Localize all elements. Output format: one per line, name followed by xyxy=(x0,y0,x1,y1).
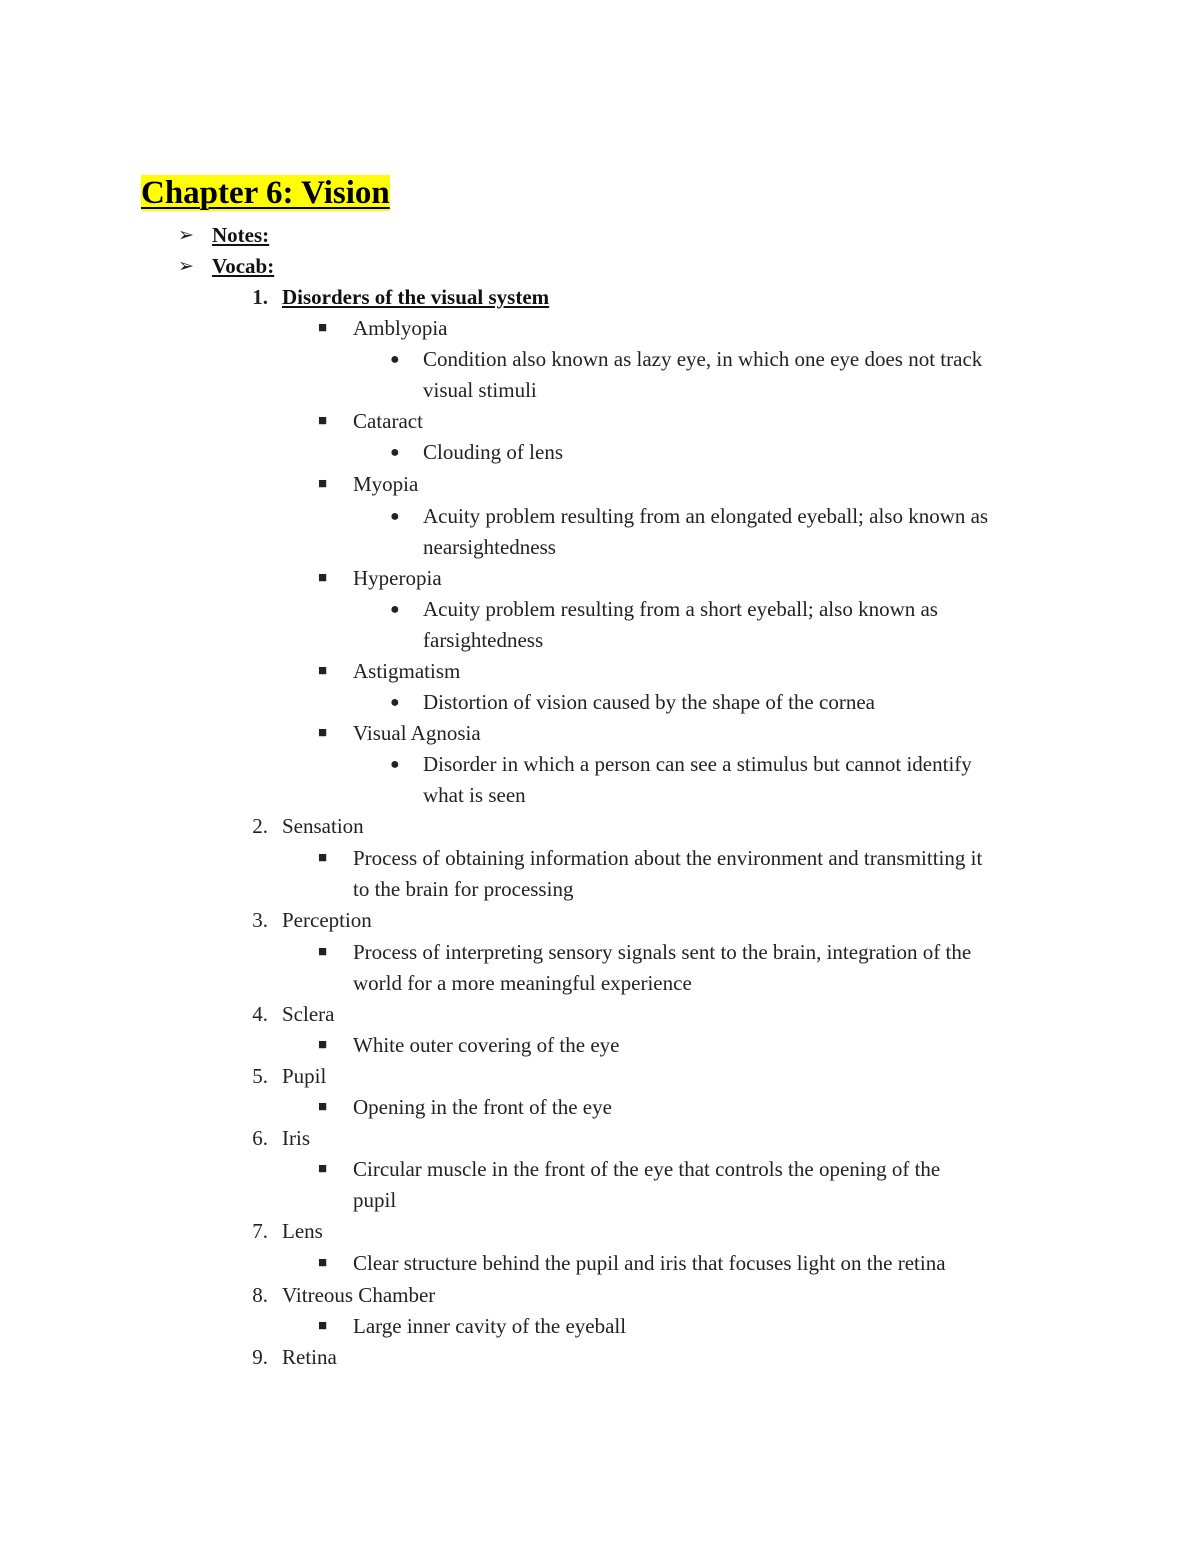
square-bullet-icon: ■ xyxy=(318,663,328,679)
item-number: 8. xyxy=(252,1283,268,1307)
disorder-definition: Acuity problem resulting from an elongated eyeball; also known as xyxy=(423,504,989,528)
vocab-term-disorders: Disorders of the visual system xyxy=(282,285,550,309)
square-bullet-icon: ■ xyxy=(318,1255,328,1271)
square-bullet-icon: ■ xyxy=(318,320,328,336)
disorder-definition: farsightedness xyxy=(423,628,544,652)
disorder-term: Cataract xyxy=(353,409,423,433)
vocab-definition: Opening in the front of the eye xyxy=(353,1095,612,1119)
vocab-definition: world for a more meaningful experience xyxy=(353,971,692,995)
dot-bullet-icon: ● xyxy=(390,756,400,773)
vocab-term: Lens xyxy=(282,1219,323,1243)
disorder-term: Hyperopia xyxy=(353,566,442,590)
disorder-definition: nearsightedness xyxy=(423,535,556,559)
square-bullet-icon: ■ xyxy=(318,1099,328,1115)
vocab-term: Retina xyxy=(282,1345,337,1369)
disorder-term: Amblyopia xyxy=(353,316,448,340)
vocab-heading: Vocab: xyxy=(212,254,275,278)
square-bullet-icon: ■ xyxy=(318,1161,328,1177)
vocab-definition: Large inner cavity of the eyeball xyxy=(353,1314,627,1338)
page-title xyxy=(141,172,390,214)
page-title-text: Chapter 6: Vision xyxy=(141,175,390,211)
disorder-definition: Condition also known as lazy eye, in which one eye does not track xyxy=(423,347,983,371)
item-number: 4. xyxy=(252,1002,268,1026)
item-number: 1. xyxy=(252,285,268,309)
vocab-definition: Process of obtaining information about the environment and transmitting it xyxy=(353,846,983,870)
square-bullet-icon: ■ xyxy=(318,570,328,586)
vocab-term: Sensation xyxy=(282,814,364,838)
disorder-definition: Distortion of vision caused by the shape of the cornea xyxy=(423,690,875,714)
square-bullet-icon: ■ xyxy=(318,850,328,866)
item-number: 2. xyxy=(252,814,268,838)
item-number: 3. xyxy=(252,908,268,932)
vocab-definition: pupil xyxy=(353,1188,397,1212)
dot-bullet-icon: ● xyxy=(390,601,400,618)
dot-bullet-icon: ● xyxy=(390,508,400,525)
square-bullet-icon: ■ xyxy=(318,1037,328,1053)
square-bullet-icon: ■ xyxy=(318,725,328,741)
disorder-term: Visual Agnosia xyxy=(353,721,481,745)
arrow-bullet-icon: ➢ xyxy=(178,225,194,246)
vocab-definition: White outer covering of the eye xyxy=(353,1033,620,1057)
disorder-definition: what is seen xyxy=(423,783,526,807)
item-number: 6. xyxy=(252,1126,268,1150)
square-bullet-icon: ■ xyxy=(318,944,328,960)
vocab-definition: Clear structure behind the pupil and iris that focuses light on the retina xyxy=(353,1251,946,1275)
vocab-term: Perception xyxy=(282,908,372,932)
square-bullet-icon: ■ xyxy=(318,413,328,429)
square-bullet-icon: ■ xyxy=(318,1318,328,1334)
dot-bullet-icon: ● xyxy=(390,444,400,461)
arrow-bullet-icon: ➢ xyxy=(178,256,194,277)
disorder-definition: visual stimuli xyxy=(423,378,537,402)
dot-bullet-icon: ● xyxy=(390,694,400,711)
vocab-definition: to the brain for processing xyxy=(353,877,574,901)
vocab-definition: Circular muscle in the front of the eye that controls the opening of the xyxy=(353,1157,941,1181)
vocab-term: Sclera xyxy=(282,1002,335,1026)
square-bullet-icon: ■ xyxy=(318,476,328,492)
vocab-term: Iris xyxy=(282,1126,310,1150)
dot-bullet-icon: ● xyxy=(390,351,400,368)
vocab-term: Vitreous Chamber xyxy=(282,1283,436,1307)
item-number: 7. xyxy=(252,1219,268,1243)
vocab-definition: Process of interpreting sensory signals sent to the brain, integration of the xyxy=(353,940,972,964)
vocab-term: Pupil xyxy=(282,1064,327,1088)
item-number: 5. xyxy=(252,1064,268,1088)
disorder-definition: Acuity problem resulting from a short eyeball; also known as xyxy=(423,597,938,621)
notes-heading: Notes: xyxy=(212,223,270,247)
disorder-term: Astigmatism xyxy=(353,659,461,683)
disorder-term: Myopia xyxy=(353,472,419,496)
item-number: 9. xyxy=(252,1345,268,1369)
disorder-definition: Clouding of lens xyxy=(423,440,563,464)
disorder-definition: Disorder in which a person can see a stimulus but cannot identify xyxy=(423,752,972,776)
